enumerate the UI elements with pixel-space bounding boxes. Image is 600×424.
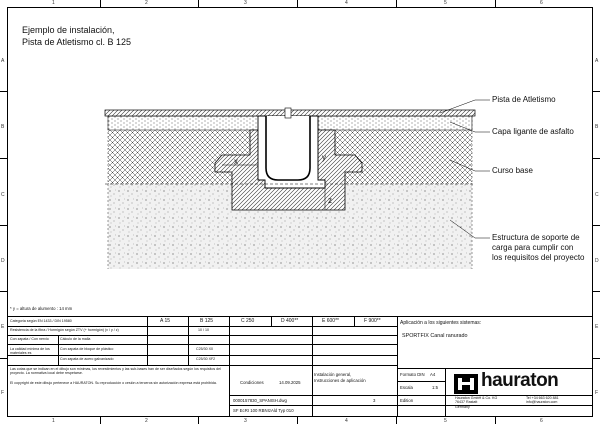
ruler-row-label: F [595,390,599,396]
channel-bore [266,116,310,180]
callout-support-line3: los requisitos del proyecto [492,253,585,262]
class-header: Categoría según EN 1433 / DIN 19580 [10,319,72,323]
doc-desc-2: Instrucciones de aplicación [314,378,366,383]
load-class-cell: D 400** [281,318,299,324]
ruler-row-label: A [1,58,5,64]
scale-label: Escala [400,385,413,390]
row-value-plastic: C25/30 X0 [196,347,213,351]
application-label: Aplicación a los siguientes sistemas: [400,320,482,326]
format-value: A4 [430,372,436,377]
logo-wordmark: hauraton [481,370,559,391]
application-value: SPORTFIX Canal ranurado [402,333,468,339]
ruler-col-label: 1 [52,0,55,6]
callout-support-line2: carga para cumplir con [492,243,574,252]
dim-x-label: x [234,157,238,166]
note-dimensions: Las cotas que se indican en el dibujo son mínimas, los revestimientos y las sub-bases han de ser diseñados según los requisitos del proyecto. La normativa local debe respetarse. [10,367,221,376]
ruler-row-label: D [1,258,5,264]
load-class-cell: F 900** [364,318,381,324]
ruler-col-label: 5 [444,0,447,6]
row-label-quality: La calidad mínima de los materiales es [10,347,50,356]
drawing-title-line2: Pista de Atletismo cl. B 125 [22,37,132,47]
row-value-resistance: 10 / 10 [198,328,209,332]
doc-desc-1: Instalación general, [314,372,352,377]
ruler-row-label: C [1,192,5,198]
ruler-col-label: 3 [244,0,247,6]
conditions-label: Condiciones [240,380,264,385]
ruler-col-label: 2 [145,0,148,6]
ruler-row-label: D [595,258,599,264]
ruler-row-label: E [1,324,5,330]
callout-support [492,233,585,263]
callout-support-line1: Estructura de soporte de [492,233,580,242]
format-label: Formato DIN [400,372,425,377]
ruler-col-label: 5 [444,418,447,424]
load-class-cell: A 15 [160,318,171,324]
logo-mark-icon [454,374,478,394]
drawing-title-line1: Ejemplo de instalación, [22,25,115,35]
hauraton-logo [450,372,590,394]
footnote: * y = altura de alumento : 14 mm [10,306,73,311]
load-class-cell: C 250 [241,318,255,324]
ruler-col-label: 4 [345,0,348,6]
row-sub-plastic: Con zapata de bloque de plástico [60,347,114,351]
callout-asphalt: Capa ligante de asfalto [492,127,574,136]
ruler-col-label: 3 [244,418,247,424]
note-copyright: El copyright de este dibujo pertenece a HAURATON. Su reproducción o cesión a terceros sin autorización expresa está prohibida. [10,381,217,385]
company-address: Hauraton GmbH & Co. KG 76437 Rastatt Germany [455,396,498,409]
dim-z-label: z [328,196,332,205]
row-label-resistance: Resistencia de la fibra / Hormigón según ZTV (+ hormigón) (x / y / z) [10,328,119,332]
ruler-row-label: C [595,192,599,198]
sheet-number: 3 [373,398,376,403]
callout-base: Curso base [492,166,533,175]
ruler-row-label: E [595,324,599,330]
load-class-cell: E 600** [322,318,339,324]
ruler-row-label: B [595,124,599,130]
edition-label: Edition [400,398,414,403]
file-name: 0000157830_SPANISH.dwg [233,398,287,403]
company-contact: Tel +34 663 620 881 info@hauraton.com [526,396,559,405]
ruler-col-label: 6 [540,0,543,6]
channel-slot [285,108,291,118]
ruler-row-label: B [1,124,5,130]
ruler-row-label: A [595,58,599,64]
row-sub-mesh: Cálculo de la malla [60,337,91,341]
load-class-cell: B 125 [200,318,214,324]
row-sub-steel: Con zapata de acero galvanizado [60,357,114,361]
ruler-col-label: 1 [52,418,55,424]
row-label-footing: Con zapata / Con nervio [10,337,49,341]
callout-track: Pista de Atletismo [492,95,556,104]
row-value-steel: C25/30 XF2 [196,357,216,361]
ruler-col-label: 2 [145,418,148,424]
scale-value: 1:5 [432,385,438,390]
date: 14.09.2025 [279,380,301,385]
ruler-col-label: 6 [540,418,543,424]
drawing-ref: SF EcRI 100 RBNIzAld Typ 010 [233,408,294,413]
ruler-row-label: F [1,390,5,396]
ruler-col-label: 4 [345,418,348,424]
dim-y-label: y [322,153,326,162]
